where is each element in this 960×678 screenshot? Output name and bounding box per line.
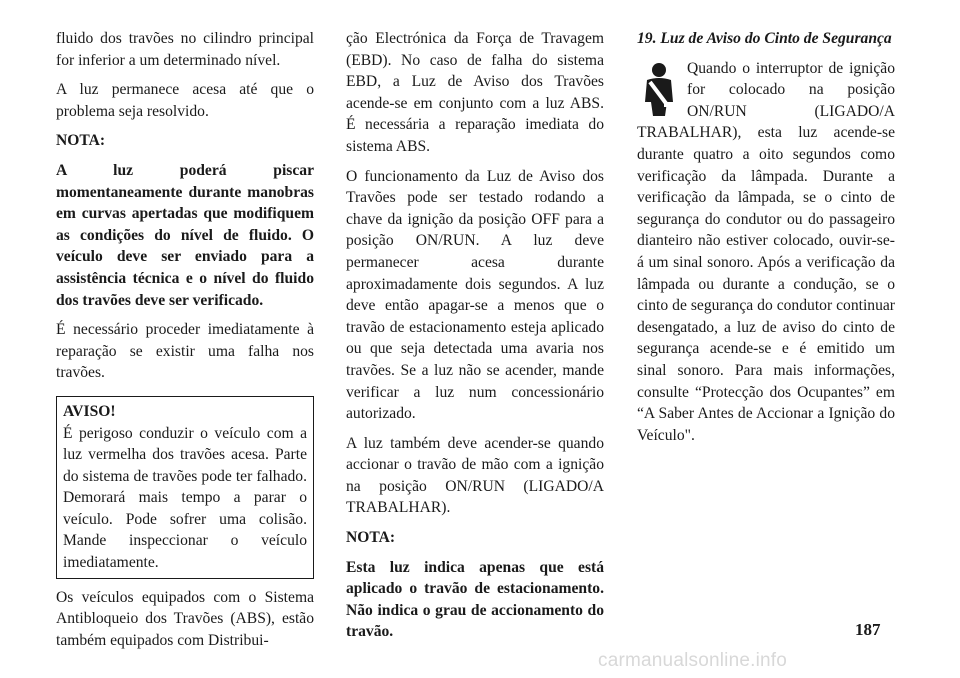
watermark: carmanualsonline.info [598,650,788,671]
note-label: NOTA: [56,132,106,150]
column-right [637,28,895,454]
paragraph: Os veículos equipados com o Sistema Antibloqueio dos Travões (ABS), estão também equipados com Distribui- [56,588,314,649]
warning-title: AVISO! [63,402,116,420]
note-text: A luz poderá piscar momentaneamente durante manobras em curvas apertadas que modifiquem as condições do nível de fluido. O veículo deve ser enviado para a assistência técnica e o nível do fluido dos travões deve ser verificado. [56,161,314,309]
paragraph: ção Electrónica da Força de Travagem (EBD). No caso de falha do sistema EBD, a Luz de Aviso dos Travões acende-se em conjunto com a luz ABS. É necessária a reparação imediata do sistema ABS. [346,30,604,155]
section-heading: 19. Luz de Aviso do Cinto de Segurança [637,30,892,47]
note-label: NOTA: [346,529,396,547]
page-number: 187 [855,620,881,639]
paragraph: O funcionamento da Luz de Aviso dos Travões pode ser testado rodando a chave da ignição da posição OFF para a posição ON/RUN. A luz deve permanecer acesa durante aproximadamente dois segundos. A luz deve então apagar-se a menos que o travão de estacionamento esteja aplicado ou que seja detectada uma avaria nos travões. Se a luz não se acender, mande verificar a luz num concessionário autorizado. [346,167,604,423]
paragraph: A luz também deve acender-se quando accionar o travão de mão com a ignição na posição ON/RUN (LIGADO/A TRABALHAR). [346,434,604,517]
warning-text: É perigoso conduzir o veículo com a luz vermelha dos travões acesa. Parte do sistema de travões pode ter falhado. Demorará mais tempo a parar o veículo. Pode sofrer uma colisão. Mande inspeccionar o veículo imediatamente. [63,424,307,572]
paragraph: fluido dos travões no cilindro principal for inferior a um determinado nível. [56,30,314,69]
paragraph: A luz permanece acesa até que o problema seja resolvido. [56,81,314,120]
note-text: Esta luz indica apenas que está aplicado o travão de estacionamento. Não indica o grau de accionamento do travão. [346,558,604,641]
paragraph: É necessário proceder imediatamente à reparação se existir uma falha nos travões. [56,321,314,382]
warning-box [56,396,314,579]
paragraph: Quando o interruptor de ignição for colocado na posição ON/RUN (LIGADO/A TRABALHAR), esta luz acende-se durante quatro a oito segundos como verificação da lâmpada. Durante a verificação da lâmpada, se o cinto de segurança do condutor ou do passageiro dianteiro não estiver colocado, ouvir-se-á um sinal sonoro. Após a verificação da lâmpada ou durante a condução, se o cinto de segurança do condutor continuar desengatado, a luz de aviso do cinto de segurança acende-se e é emitido um sinal sonoro. Para mais informações, consulte “Protecção dos Ocupantes” em “A Saber Antes de Accionar a Ignição do Veículo". [637,59,895,444]
seatbelt-icon [637,60,681,118]
column-middle [346,28,604,651]
column-left [56,28,314,659]
